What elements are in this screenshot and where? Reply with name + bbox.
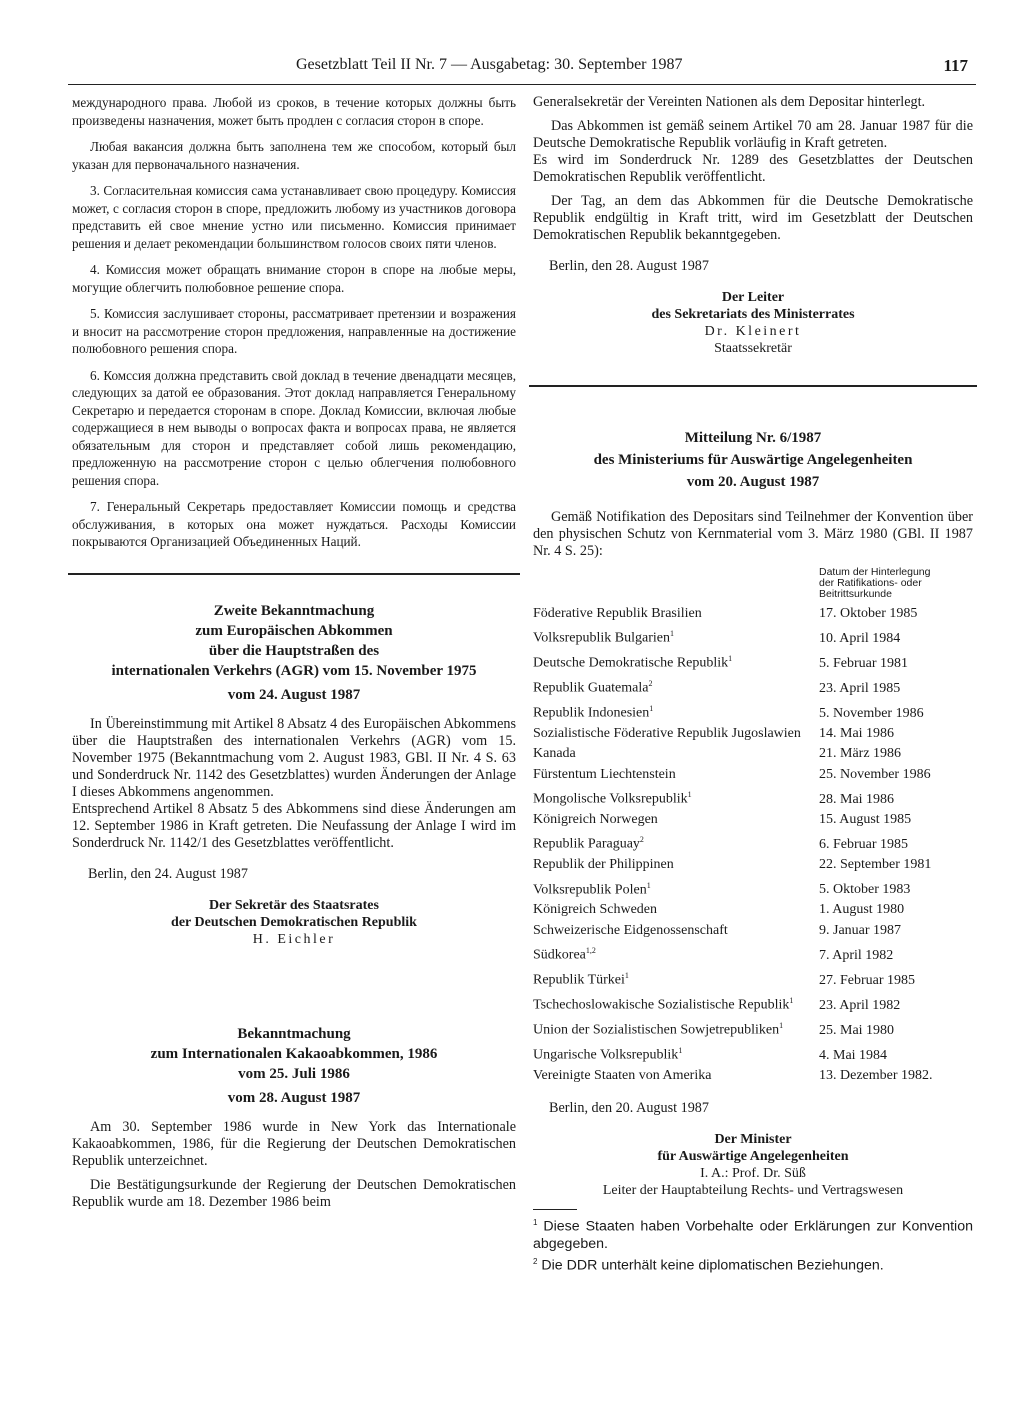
table-row	[533, 1043, 973, 1068]
page-number: 117	[943, 56, 968, 75]
state-name: Mongolische Volksrepublik	[533, 791, 688, 807]
deposit-date: 22. September 1981	[819, 857, 932, 873]
state-name-cell	[533, 857, 817, 877]
state-name: Föderative Republik Brasilien	[533, 606, 702, 621]
footnote-ref: 1	[789, 995, 794, 1005]
agr-heading-line: zum Europäischen Abkommen	[195, 622, 393, 639]
deposit-date: 25. November 1986	[819, 766, 931, 782]
table-row	[533, 878, 973, 903]
table-row	[533, 1018, 973, 1043]
ru-paragraph: 4. Комиссия может обращать внимание сторон в споре на любые меры, могущие облегчить полюбовное решение спора.	[72, 262, 516, 295]
sig-role: Leiter der Hauptabteilung Rechts- und Vertragswesen	[602, 1183, 904, 1199]
table-row	[533, 993, 973, 1018]
state-name-cell	[533, 878, 817, 903]
sig-title: des Sekretariats des Ministerrates	[651, 307, 855, 322]
agr-paragraph: In Übereinstimmung mit Artikel 8 Absatz 4 des Europäischen Abkommens über die Hauptstraßen des internationalen Verkehrs (AGR) vom 15. November 1975 (Bekanntmachung vom 2. August 1983, GBl. II Nr. 4 S. 63 und Sonderdruck Nr. 1142 des Gesetzblattes) wurden Änderungen der Anlage I dieses Abkommens angenommen.	[72, 715, 516, 800]
header-title: Gesetzblatt Teil II Nr. 7 — Ausgabetag: 30. September 1987	[296, 56, 683, 73]
state-name-cell	[533, 701, 817, 726]
state-name-cell	[533, 968, 817, 993]
russian-text	[72, 94, 516, 551]
deposit-date: 21. März 1986	[819, 746, 902, 762]
kakao-paragraph: Generalsekretär der Vereinten Nationen als dem Depositar hinterlegt.	[533, 94, 926, 110]
mitteilung-heading-line: Mitteilung Nr. 6/1987	[684, 430, 822, 446]
kakao-signature	[533, 289, 973, 357]
deposit-date: 25. Mai 1980	[819, 1022, 895, 1038]
deposit-date: 13. Dezember 1982.	[819, 1067, 933, 1083]
state-name: Republik Türkei	[533, 972, 625, 988]
sig-title: Der Sekretär des Staatsrates	[209, 897, 379, 913]
kakao-notice	[72, 1024, 516, 1211]
table-column-header	[533, 567, 973, 600]
footnote-ref: 2	[639, 835, 644, 845]
state-name: Südkorea	[533, 947, 586, 963]
deposit-date: 1. August 1980	[819, 902, 905, 918]
mitteilung-heading	[533, 427, 973, 493]
state-name-cell	[533, 832, 817, 857]
table-row	[533, 902, 973, 922]
kakao-continuation	[533, 94, 973, 357]
state-name-cell	[533, 626, 817, 651]
table-row	[533, 1068, 973, 1088]
mitteilung-heading-line: vom 20. August 1987	[686, 474, 820, 490]
kakao-paragraph: Am 30. September 1986 wurde in New York das Internationale Kakaoabkommen, 1986, für die Regierung der Deutschen Demokratischen Republik unterzeichnet.	[72, 1118, 516, 1169]
deposit-date: 5. November 1986	[819, 705, 924, 721]
state-name: Königreich Norwegen	[533, 811, 658, 827]
table-row	[533, 943, 973, 968]
agr-signature	[72, 897, 516, 948]
ru-paragraph: 5. Комиссия заслушивает стороны, рассматривает претензии и возражения и вносит на рассмотрение сторон предложения, направленные на достижение полюбовного решения спора.	[72, 306, 516, 356]
kakao-paragraph: Das Abkommen ist gemäß seinem Artikel 70 am 28. Januar 1987 für die Deutsche Demokratische Republik vorläufig in Kraft getreten.	[533, 118, 973, 151]
state-name-cell	[533, 651, 817, 676]
table-row	[533, 968, 973, 993]
mitteilung-place-date: Berlin, den 20. August 1987	[549, 1100, 709, 1117]
kakao-paragraph: Der Tag, an dem das Abkommen für die Deutsche Demokratische Republik endgültig in Kraft tritt, wird im Gesetzblatt der Deutschen Demokratischen Republik bekanntgegeben.	[533, 193, 973, 243]
mitteilung-notice	[533, 427, 973, 1275]
footnote-rule	[533, 1209, 577, 1210]
deposit-date: 23. April 1985	[819, 680, 901, 696]
state-name: Republik Paraguay	[533, 836, 640, 852]
footnote-ref: 1	[687, 790, 692, 799]
agr-place-date: Berlin, den 24. August 1987	[88, 865, 248, 882]
footnote-ref: 1	[624, 971, 629, 980]
table-row	[533, 746, 973, 766]
kakao-heading-line: vom 25. Juli 1986	[238, 1065, 350, 1082]
footnote-mark: 1	[533, 1218, 538, 1228]
deposit-date: 15. August 1985	[819, 811, 912, 827]
footnote-ref: 1	[649, 704, 654, 714]
deposit-date: 7. April 1982	[819, 947, 894, 963]
footnote-ref: 1	[728, 654, 733, 664]
footnote	[533, 1253, 973, 1275]
sig-title: für Auswärtige Angelegenheiten	[657, 1149, 849, 1165]
left-column	[72, 94, 516, 1218]
agr-heading	[72, 601, 516, 681]
sig-title: der Deutschen Demokratischen Republik	[171, 914, 417, 930]
deposit-date: 5. Februar 1981	[819, 655, 909, 671]
table-row	[533, 726, 973, 746]
state-name: Vereinigte Staaten von Amerika	[533, 1067, 712, 1083]
sig-title: Der Leiter	[721, 290, 785, 305]
kakao-place-date: Berlin, den 28. August 1987	[549, 258, 709, 274]
state-name: Republik der Philippinen	[533, 857, 674, 873]
table-row	[533, 606, 973, 626]
state-name: Republik Guatemala	[533, 680, 649, 696]
state-name: Fürstentum Liechtenstein	[533, 766, 676, 782]
ru-paragraph: 3. Согласительная комиссия сама устанавливает свою процедуру. Комиссия может, с согласия сторон в споре, предложить любому из участников договора представить ей свое мнение устно или письменно. Комиссия принимает решения и делает рекомендации большинством голосов своих пяти членов.	[72, 183, 516, 251]
deposit-date: 23. April 1982	[819, 997, 901, 1013]
state-name-cell	[533, 812, 817, 832]
state-name-cell	[533, 767, 817, 787]
state-name-cell	[533, 923, 817, 943]
table-row	[533, 812, 973, 832]
ru-paragraph: 6. Комссия должна представить свой доклад в течение двенадцати месяцев, следующих за датой ее образования. Этот доклад направляется Генеральному Секретарю и передается сторонам в споре. Доклад Комиссии, включая любые содержащиеся в нем выводы о вопросах факта и вопросах права, не является обязательным для сторон и представляет собой лишь рекомендацию, предложенную на рассмотрение сторон с целью облегчения полюбовного решения спора.	[72, 367, 516, 488]
state-name: Königreich Schweden	[533, 902, 658, 918]
footnote-text: Diese Staaten haben Vorbehalte oder Erklärungen zur Konvention abgegeben.	[533, 1218, 973, 1252]
state-name-cell	[533, 943, 817, 968]
ru-paragraph: международного права. Любой из сроков, в течение которых должны быть произведены назначения, может быть продлен с согласия сторон в споре.	[72, 95, 516, 128]
deposit-date: 17. Oktober 1985	[819, 606, 918, 621]
sig-role: Staatssekretär	[714, 341, 792, 356]
footnote	[533, 1214, 973, 1253]
state-name: Union der Sozialistischen Sowjetrepubliken	[533, 1022, 780, 1038]
footnote-ref: 1	[678, 1045, 683, 1055]
deposit-date: 5. Oktober 1983	[819, 882, 911, 898]
deposit-date: 6. Februar 1985	[819, 836, 909, 852]
table-column-header-line: Datum der Hinterlegung	[819, 566, 931, 578]
sig-name: Dr. Kleinert	[704, 324, 802, 339]
state-name-cell	[533, 726, 817, 746]
mitteilung-signature	[533, 1131, 973, 1199]
state-name: Ungarische Volksrepublik	[533, 1047, 679, 1063]
agr-date: vom 24. August 1987	[227, 686, 361, 703]
kakao-heading	[72, 1024, 516, 1084]
agr-notice	[72, 601, 516, 948]
mitteilung-intro: Gemäß Notifikation des Depositars sind Teilnehmer der Konvention über den physischen Schutz von Kernmaterial vom 3. März 1980 (GBl. II 1987 Nr. 4 S. 25):	[533, 509, 973, 559]
table-row	[533, 857, 973, 877]
agr-heading-line: über die Hauptstraßen des	[208, 642, 380, 659]
page-header	[296, 56, 976, 80]
state-name-cell	[533, 746, 817, 766]
sig-name: I. A.: Prof. Dr. Süß	[700, 1166, 806, 1182]
state-name-cell	[533, 606, 817, 626]
table-row	[533, 701, 973, 726]
kakao-paragraph: Es wird im Sonderdruck Nr. 1289 des Gesetzblattes der Deutschen Demokratischen Republik veröffentlicht.	[533, 152, 973, 185]
agr-paragraph: Entsprechend Artikel 8 Absatz 5 des Abkommens sind diese Änderungen am 12. September 1986 in Kraft getreten. Die Neufassung der Anlage I wird im Sonderdruck Nr. 1142/1 des Gesetzblattes veröffentlicht.	[72, 800, 516, 851]
state-name-cell	[533, 1043, 817, 1068]
footnote-ref: 1	[779, 1020, 784, 1030]
state-name: Tschechoslowakische Sozialistische Republik	[533, 997, 790, 1013]
kakao-date: vom 28. August 1987	[227, 1089, 361, 1106]
deposit-date: 14. Mai 1986	[819, 726, 895, 742]
table-row	[533, 767, 973, 787]
table-row	[533, 832, 973, 857]
section-divider	[68, 573, 520, 575]
table-row	[533, 651, 973, 676]
state-name-cell	[533, 1018, 817, 1043]
footnote-ref: 1	[646, 880, 651, 890]
state-name: Sozialistische Föderative Republik Jugoslawien	[533, 726, 801, 742]
states-table	[533, 606, 973, 1088]
state-name-cell	[533, 993, 817, 1018]
table-row	[533, 787, 973, 812]
sig-title: Der Minister	[714, 1132, 792, 1148]
footnote-ref: 2	[648, 679, 653, 689]
ru-paragraph: 7. Генеральный Секретарь предоставляет Комиссии помощь и средства обслуживания, в которых она может нуждаться. Расходы Комиссии покрываются Организацией Объединенных Наций.	[72, 499, 516, 549]
state-name-cell	[533, 787, 817, 812]
state-name: Volksrepublik Bulgarien	[533, 630, 671, 646]
table-column-header-line: Beitrittsurkunde	[819, 588, 892, 600]
state-name: Volksrepublik Polen	[533, 882, 647, 898]
state-name-cell	[533, 676, 817, 701]
footnote-mark: 2	[533, 1256, 538, 1266]
state-name: Kanada	[533, 746, 576, 762]
agr-heading-line: Zweite Bekanntmachung	[213, 602, 375, 619]
kakao-paragraph: Die Bestätigungsurkunde der Regierung der Deutschen Demokratischen Republik wurde am 18. Dezember 1986 beim	[72, 1176, 516, 1210]
mitteilung-heading-line: des Ministeriums für Auswärtige Angelegenheiten	[593, 452, 913, 468]
footnote-ref: 1	[670, 629, 675, 639]
table-row	[533, 676, 973, 701]
deposit-date: 4. Mai 1984	[819, 1047, 888, 1063]
sig-name: H. Eichler	[252, 931, 336, 947]
footnote-text: Die DDR unterhält keine diplomatischen Beziehungen.	[541, 1257, 884, 1274]
state-name: Republik Indonesien	[533, 705, 650, 721]
kakao-heading-line: zum Internationalen Kakaoabkommen, 1986	[150, 1045, 438, 1062]
table-row	[533, 626, 973, 651]
deposit-date: 10. April 1984	[819, 630, 901, 646]
state-name: Deutsche Demokratische Republik	[533, 655, 729, 671]
deposit-date: 28. Mai 1986	[819, 791, 895, 807]
state-name: Schweizerische Eidgenossenschaft	[533, 922, 728, 938]
header-rule	[68, 84, 976, 85]
right-column	[533, 94, 973, 1275]
state-name-cell	[533, 902, 817, 922]
kakao-heading-line: Bekanntmachung	[237, 1025, 351, 1042]
table-column-header-line: der Ratifikations- oder	[819, 577, 922, 589]
footnote-ref: 1,2	[585, 946, 596, 956]
ru-paragraph: Любая вакансия должна быть заполнена тем же способом, который был указан для первоначального назначения.	[72, 139, 516, 172]
deposit-date: 9. Januar 1987	[819, 922, 902, 938]
agr-heading-line: internationalen Verkehrs (AGR) vom 15. November 1975	[111, 662, 477, 679]
deposit-date: 27. Februar 1985	[819, 972, 916, 988]
state-name-cell	[533, 1068, 817, 1088]
table-row	[533, 923, 973, 943]
section-divider	[529, 385, 977, 387]
